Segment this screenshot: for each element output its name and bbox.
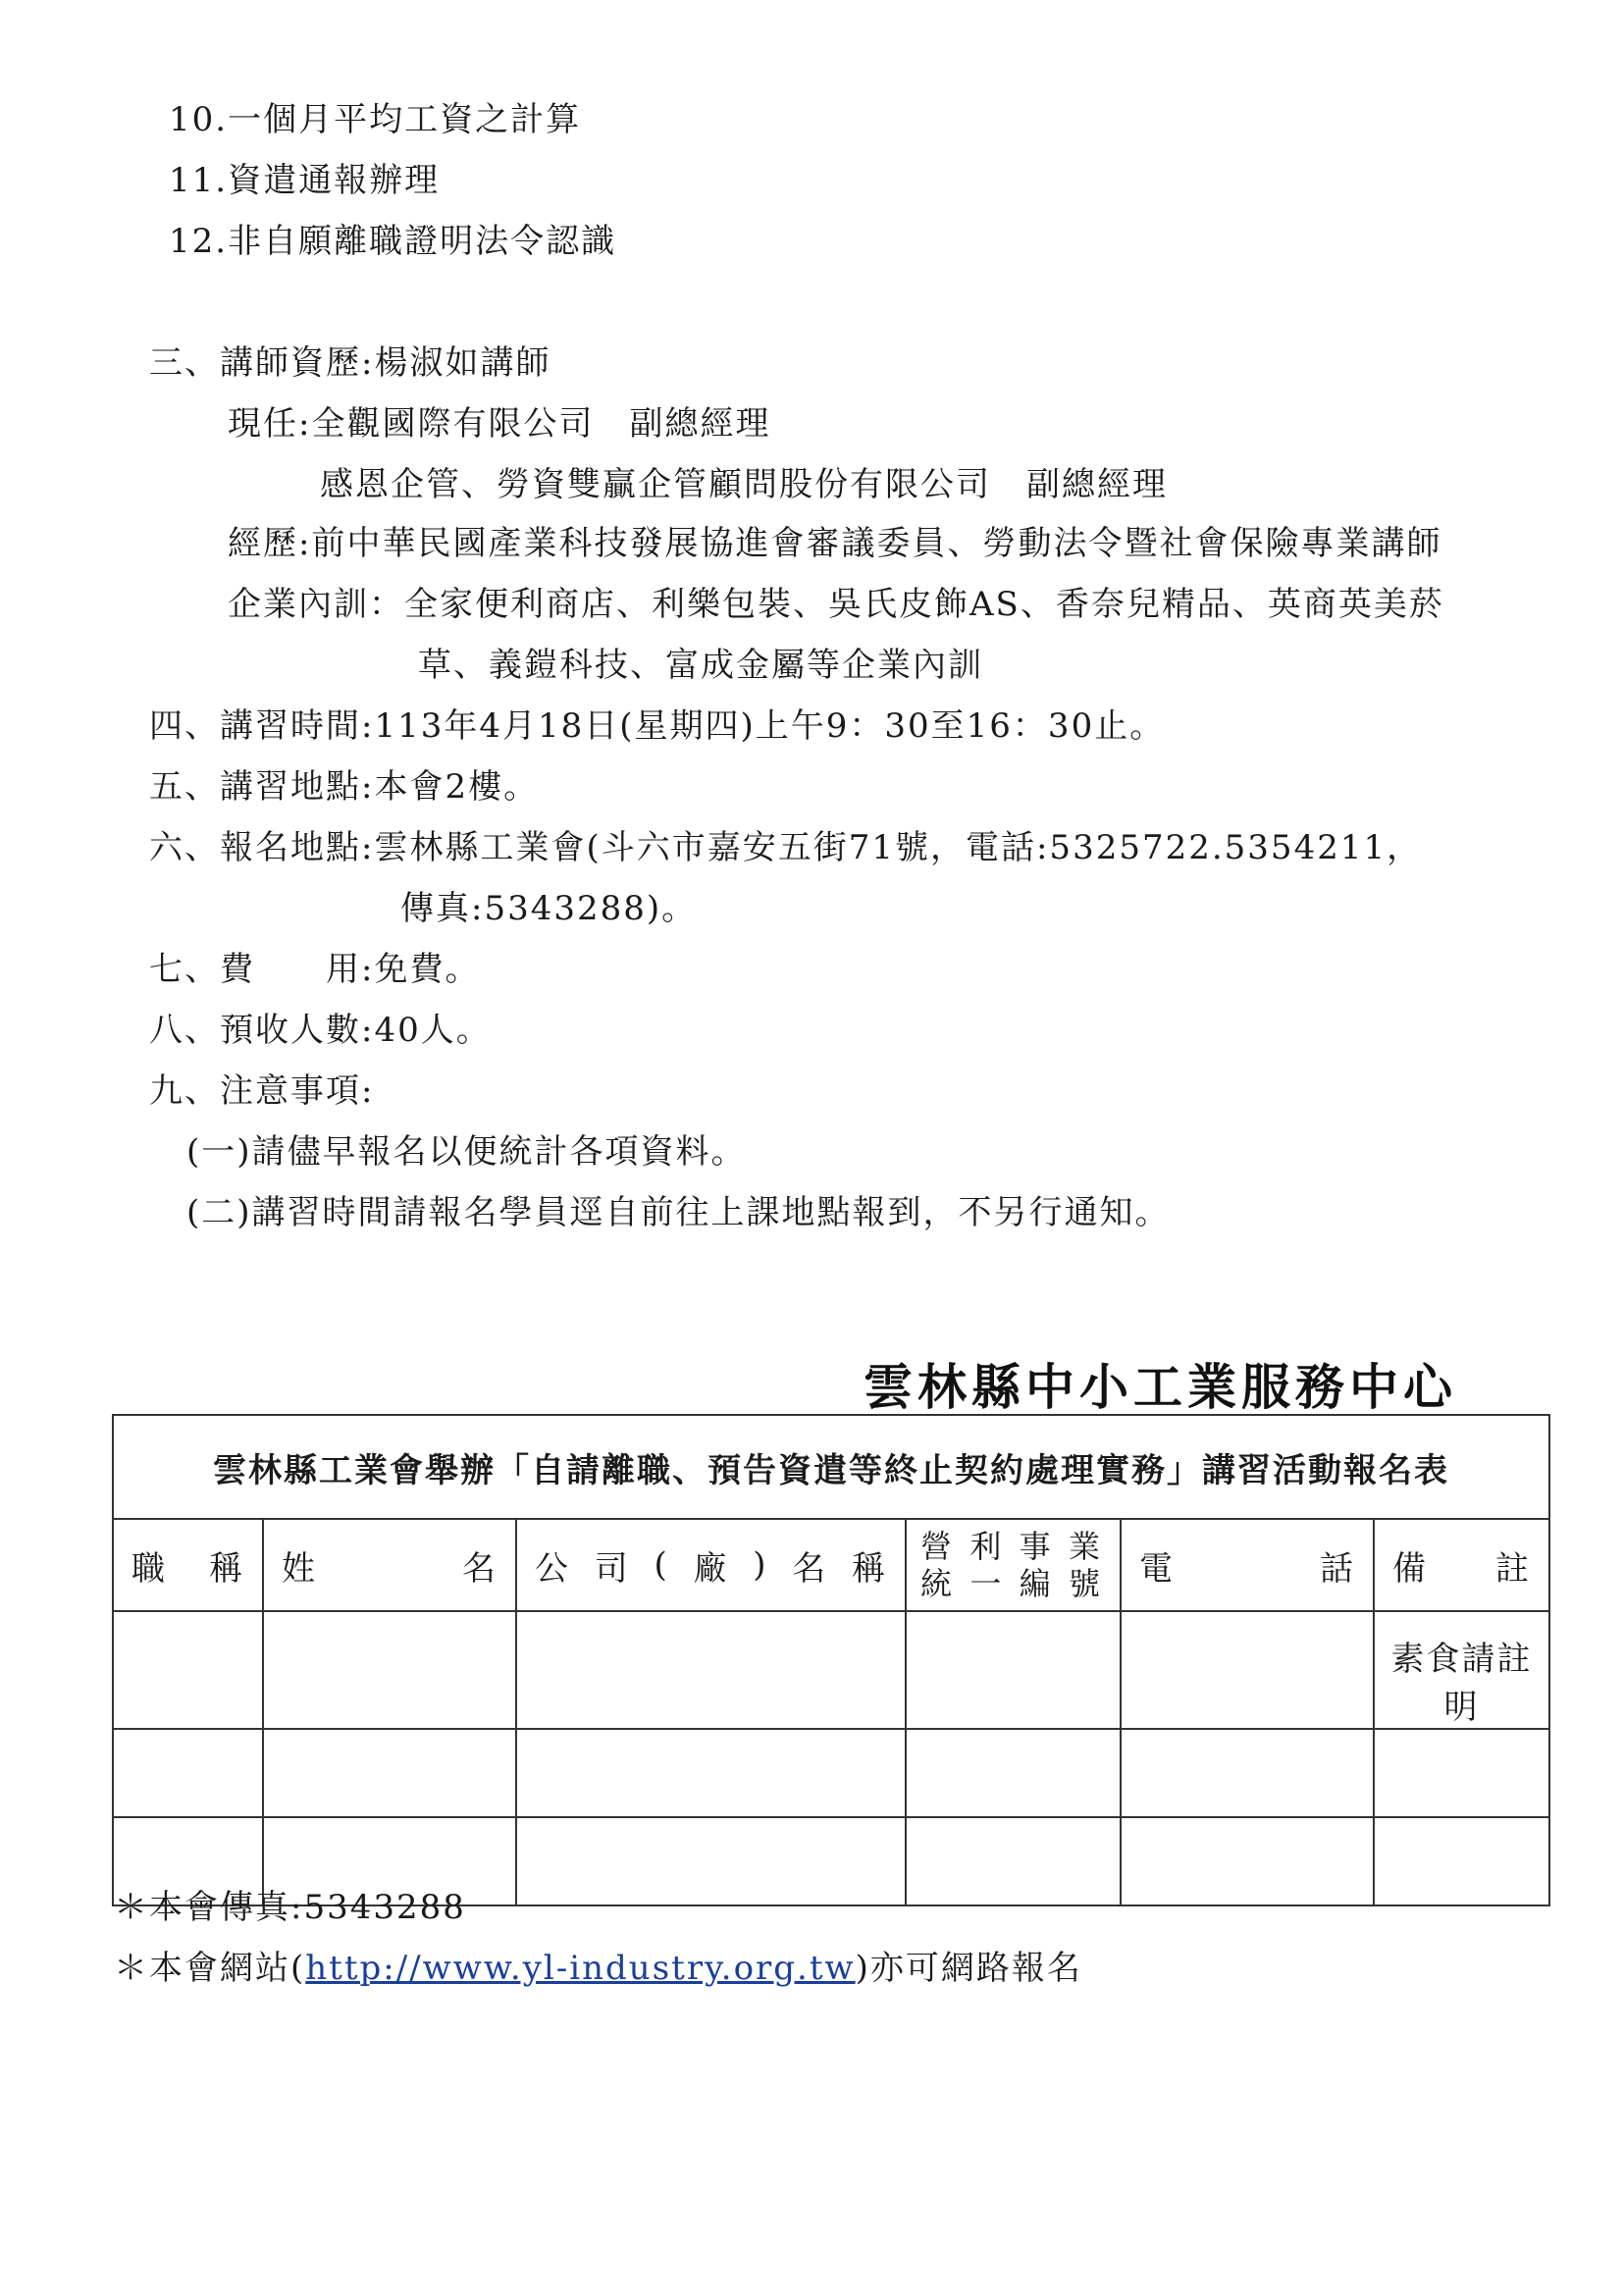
header-tax-id: 營利事業統一編號 xyxy=(906,1519,1121,1611)
list-item-10: 10.一個月平均工資之計算 xyxy=(169,100,582,139)
event-venue: 五、講習地點:本會2樓。 xyxy=(149,767,540,807)
footer-website xyxy=(114,1947,1082,1990)
lecturer-training-1: 企業內訓：全家便利商店、利樂包裝、吳氏皮飾AS、香奈兒精品、英商英美菸 xyxy=(228,585,1444,624)
footer-website-prefix: ＊本會網站( xyxy=(114,1949,306,1988)
vegetarian-note: 素食請註明 xyxy=(1390,1640,1533,1727)
remarks-field[interactable] xyxy=(1374,1729,1549,1817)
name-field[interactable] xyxy=(263,1729,516,1817)
header-name: 姓 名 xyxy=(263,1519,516,1611)
event-time: 四、講習時間:113年4月18日(星期四)上午9：30至16：30止。 xyxy=(149,706,1166,746)
note-2: (二)講習時間請報名學員逕自前往上課地點報到，不另行通知。 xyxy=(186,1193,1171,1232)
footer-website-suffix: )亦可網路報名 xyxy=(855,1949,1082,1988)
notes-heading: 九、注意事項: xyxy=(149,1071,375,1111)
list-item-12: 12.非自願離職證明法令認識 xyxy=(169,222,617,261)
list-item-11: 11.資遣通報辦理 xyxy=(169,161,441,200)
tax-id-field[interactable] xyxy=(906,1729,1121,1817)
registration-location: 六、報名地點:雲林縣工業會(斗六市嘉安五街71號，電話:5325722.5354211， xyxy=(149,828,1423,867)
phone-field[interactable] xyxy=(1121,1611,1374,1729)
lecturer-current-2: 感恩企管、勞資雙贏企管顧問股份有限公司 副總經理 xyxy=(320,465,1168,504)
company-field[interactable] xyxy=(516,1817,906,1905)
event-fee: 七、費 用:免費。 xyxy=(149,950,481,989)
registration-fax: 傳真:5343288)。 xyxy=(400,889,698,928)
remarks-field[interactable] xyxy=(1374,1817,1549,1905)
tax-id-field[interactable] xyxy=(906,1611,1121,1729)
note-1: (一)請儘早報名以便統計各項資料。 xyxy=(186,1132,747,1172)
job-title-field[interactable] xyxy=(113,1729,263,1817)
lecturer-heading: 三、講師資歷:楊淑如講師 xyxy=(149,343,551,383)
header-company-name: 公 司 ( 廠 ) 名 稱 xyxy=(516,1519,906,1611)
header-phone: 電 話 xyxy=(1121,1519,1374,1611)
job-title-field[interactable] xyxy=(113,1611,263,1729)
registration-form xyxy=(112,1414,1550,1906)
table-row xyxy=(113,1611,1549,1729)
website-link[interactable]: http://www.yl-industry.org.tw xyxy=(305,1949,856,1988)
phone-field[interactable] xyxy=(1121,1817,1374,1905)
organizer-heading: 雲林縣中小工業服務中心 xyxy=(864,1359,1457,1416)
lecturer-current-1: 現任:全觀國際有限公司 副總經理 xyxy=(228,404,771,444)
footer-fax: ＊本會傳真:5343288 xyxy=(114,1888,466,1927)
name-field[interactable] xyxy=(263,1611,516,1729)
header-remarks: 備 註 xyxy=(1374,1519,1549,1611)
form-title: 雲林縣工業會舉辦「自請離職、預告資遣等終止契約處理實務」講習活動報名表 xyxy=(113,1415,1549,1519)
company-field[interactable] xyxy=(516,1729,906,1817)
header-job-title: 職 稱 xyxy=(113,1519,263,1611)
lecturer-experience: 經歷:前中華民國產業科技發展協進會審議委員、勞動法令暨社會保險專業講師 xyxy=(228,524,1442,563)
company-field[interactable] xyxy=(516,1611,906,1729)
remarks-field[interactable] xyxy=(1374,1611,1549,1729)
event-capacity: 八、預收人數:40人。 xyxy=(149,1011,492,1050)
phone-field[interactable] xyxy=(1121,1729,1374,1817)
lecturer-training-2: 草、義鎧科技、富成金屬等企業內訓 xyxy=(418,646,983,685)
form-header-row xyxy=(113,1519,1549,1611)
table-row xyxy=(113,1729,1549,1817)
tax-id-field[interactable] xyxy=(906,1817,1121,1905)
